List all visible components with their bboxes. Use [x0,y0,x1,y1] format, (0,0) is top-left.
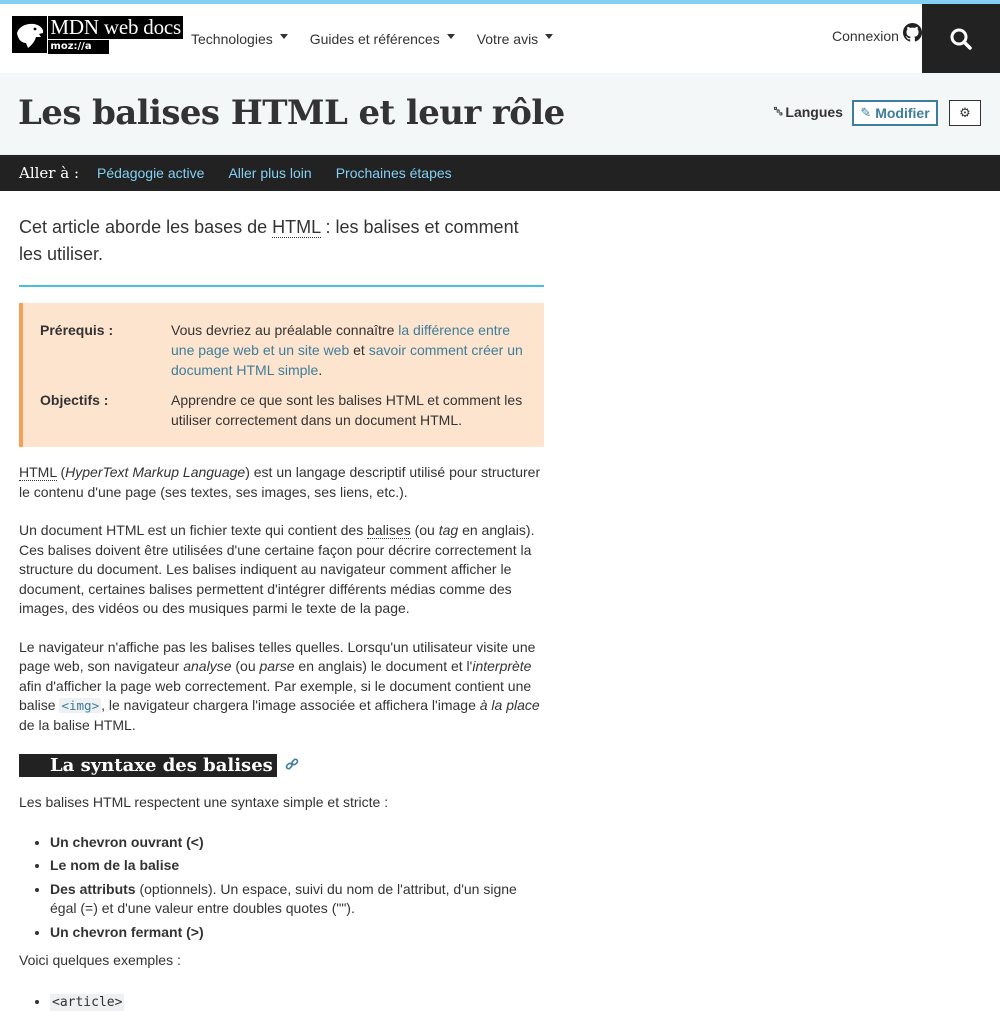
list-item [50,993,544,1011]
login-link[interactable] [832,26,922,45]
prerequisites-text [171,320,524,390]
list-item-text: Le nom de la balise [50,857,180,873]
divider [19,285,544,287]
caret-down-icon [280,34,288,39]
mdn-logo[interactable] [12,16,183,56]
jump-link-pedagogie[interactable]: Pédagogie active [97,165,205,181]
nav-feedback[interactable] [477,31,553,47]
list-item [50,856,544,876]
jump-label: Aller à : [19,164,80,182]
prereq-text: . [318,362,323,378]
site-header [0,4,1000,73]
prerequisites-box [19,303,544,447]
syntax-intro: Les balises HTML respectent une syntaxe simple et stricte : [19,794,389,810]
text: en anglais). Ces balises doivent être utilisées d'une certaine façon pour décrire correctement la structure du document. Les balises indiquent au navigateur comment afficher le document, certaines balises permettent d'intégrer différents médias comme des images, des vidéos ou des musiques parmi le texte de la page. [19,522,535,616]
intro-paragraph [19,463,544,502]
translate-icon: 🔤︎ [774,105,783,118]
list-item-text: Un chevron ouvrant (<) [50,833,204,850]
examples-list [19,993,544,1011]
tags-paragraph [19,521,544,619]
article-body [19,191,544,1011]
list-item-text: Un chevron fermant (>) [50,923,204,940]
search-icon [950,28,972,50]
nav-label: Technologies [191,30,273,47]
prereq-text: et [349,342,369,358]
text: Le navigateur n'affiche pas les balises telles quelles. Lorsqu'un utilisateur visite une page web, son navigateur [19,638,536,674]
link-icon[interactable] [285,757,299,774]
nav-label: Votre avis [476,30,539,47]
logo-title: MDN web docs [50,15,181,39]
text: analyse [183,658,232,674]
mozilla-wordmark: moz://a [48,40,109,54]
img-element-link[interactable] [59,697,101,713]
jump-link-aller-plus-loin[interactable]: Aller plus loin [228,165,312,181]
jump-link-prochaines-etapes[interactable]: Prochaines étapes [335,165,452,181]
text: à la place [479,697,540,713]
search-button[interactable] [922,4,1000,73]
code-example: <article> [52,994,123,1010]
list-item-text: Des attributs [50,880,136,897]
nav-technologies[interactable] [191,31,288,47]
text: Un document HTML est un fichier texte qui contient des [19,522,368,538]
settings-button[interactable] [949,100,981,126]
text: , le navigateur chargera l'image associée et affichera l'image [101,697,480,713]
objectives-label: Objectifs : [40,392,109,408]
title-band [0,73,1000,155]
edit-label: Modifier [875,105,930,121]
link-page-vs-site[interactable]: la différence entre une page web et un site web [171,322,511,358]
text: HyperText Markup Language [65,464,246,480]
prereq-text: Vous devriez au préalable connaître [171,322,399,338]
lead-text: Cet article aborde les bases de [19,217,273,237]
languages-button[interactable] [774,104,843,120]
text: ( [56,464,66,480]
examples-intro: Voici quelques exemples : [19,952,181,968]
page-title: Les balises HTML et leur rôle [18,93,565,133]
languages-label: Langues [785,104,843,120]
gear-icon: ⚙ [959,105,971,120]
text: interprète [472,658,532,674]
list-item-text: (optionnels). Un espace, suivi du nom de l'attribut, d'un signe égal (=) et d'une valeur entre doubles quotes (""). [50,880,517,916]
lead-text: : les balises et comment les utiliser. [19,217,519,264]
text: (ou [410,522,439,538]
text: en anglais) le document et l' [294,658,473,674]
section-heading: La syntaxe des balises [19,754,277,777]
text: (ou [231,658,260,674]
objectives-text: Apprendre ce que sont les balises HTML et comment les utiliser correctement dans un document HTML. [171,392,523,428]
text: de la balise HTML. [19,716,136,733]
github-icon [903,23,922,42]
html-abbr: HTML [272,217,321,237]
link-create-html-doc[interactable]: savoir comment créer un document HTML simple [171,342,523,378]
caret-down-icon [545,34,553,39]
text: ) est un langage descriptif utilisé pour structurer le contenu d'une page (ses textes, ses images, ses liens, etc.). [19,464,541,500]
list-item [50,923,544,943]
main-nav [191,4,575,73]
browser-paragraph [19,638,544,736]
section-heading-wrap [19,754,544,777]
html-abbr: HTML [19,464,57,480]
glossary-term[interactable]: balises [367,522,411,538]
lead-paragraph [19,214,544,268]
login-label: Connexion [832,27,899,44]
jump-to-bar [0,155,1000,191]
prerequisites-label: Prérequis : [40,322,114,338]
list-item [50,833,544,853]
edit-button[interactable] [852,100,938,126]
nav-guides[interactable] [310,31,455,47]
pencil-icon: ✎ [860,105,872,120]
dinosaur-icon [12,16,47,53]
text: parse [259,658,295,674]
text: tag [438,522,459,538]
syntax-list [19,833,544,943]
nav-label: Guides et références [309,30,440,47]
text: afin d'afficher la page web correctement. Par exemple, si le document contient une balise [19,677,532,713]
list-item [50,880,544,919]
caret-down-icon [447,34,455,39]
inline-code: <img> [61,698,100,713]
